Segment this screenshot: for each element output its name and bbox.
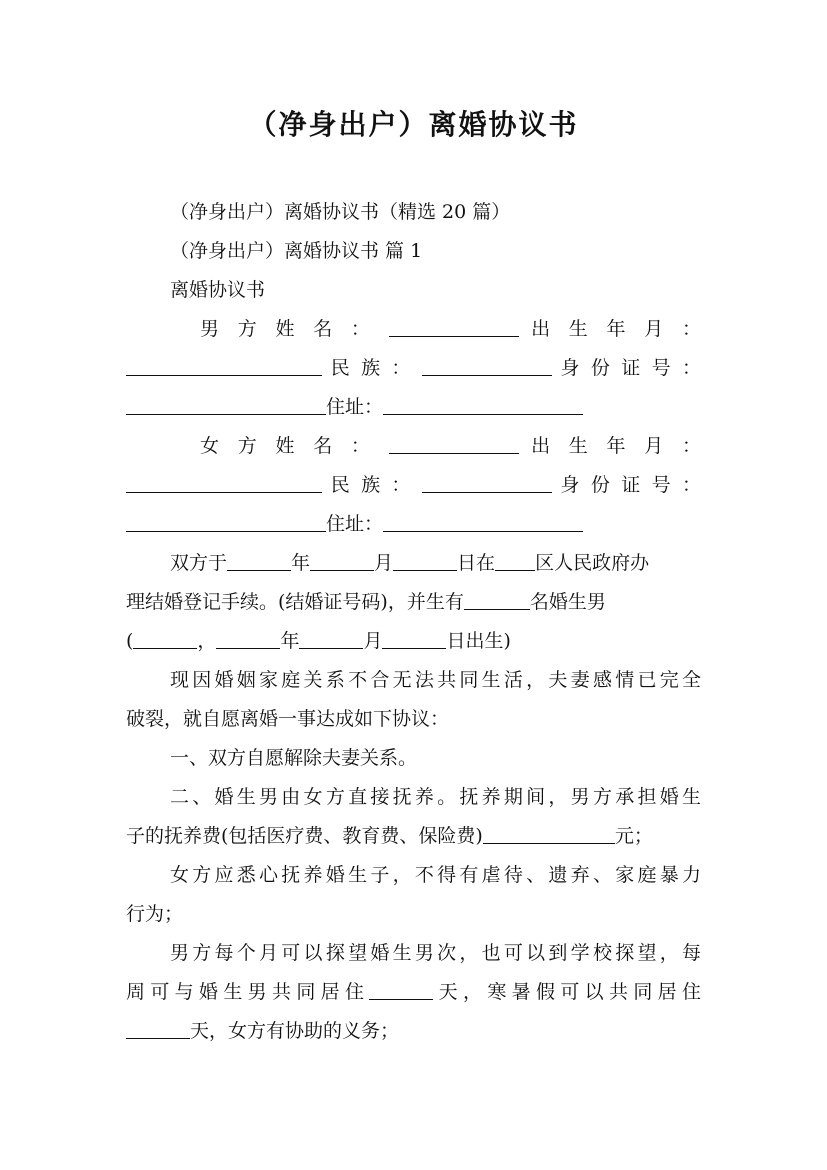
- agreement-item-2-line: 二、婚生男由女方直接抚养。抚养期间，男方承担婚生: [170, 786, 701, 808]
- text-segment: 理结婚登记手续。(结婚证号码)，并生有: [126, 591, 464, 613]
- male-name-label: 男 方 姓 名 ：: [200, 318, 377, 340]
- male-birth-label: 出 生 年 月 ：: [531, 318, 701, 340]
- text-segment: 月: [374, 552, 394, 574]
- female-address-blank: [383, 513, 583, 532]
- subtitle-part: （净身出户）离婚协议书 篇 1: [170, 240, 423, 262]
- text-segment: 年: [291, 552, 311, 574]
- marriage-registration-line: [126, 590, 701, 614]
- blank: [227, 552, 291, 571]
- male-address-line: [126, 395, 701, 419]
- female-ethnicity-label: 民 族 ：: [330, 474, 414, 496]
- text-segment: 天，女方有协助的义务；: [190, 1020, 400, 1042]
- female-ethnicity-blank: [422, 474, 552, 493]
- female-name-line: [200, 434, 701, 458]
- paragraph-line: 女方应悉心抚养婚生子，不得有虐待、遗弃、家庭暴力: [170, 864, 701, 886]
- male-ethnicity-line: [126, 356, 701, 380]
- text-segment: ，: [197, 630, 217, 652]
- text-segment: 区人民政府办: [535, 552, 650, 574]
- female-birth-label: 出 生 年 月 ：: [531, 435, 701, 457]
- text-segment: 双方于: [170, 552, 228, 574]
- text-segment: 日出生): [446, 630, 511, 652]
- agreement-item-1: 一、双方自愿解除夫妻关系。: [170, 747, 418, 769]
- female-id-blank: [126, 513, 326, 532]
- paragraph-line: 行为；: [126, 903, 184, 925]
- blank: [495, 552, 535, 571]
- section-heading: 离婚协议书: [170, 279, 266, 301]
- subtitle-collection: （净身出户）离婚协议书（精选 20 篇）: [170, 201, 511, 223]
- male-address-blank: [383, 396, 583, 415]
- male-address-label: 住址：: [326, 396, 384, 418]
- male-ethnicity-blank: [422, 357, 552, 376]
- male-name-blank: [389, 318, 519, 337]
- female-name-blank: [389, 435, 519, 454]
- blank: [310, 552, 374, 571]
- female-birth-blank: [126, 474, 322, 493]
- male-birth-blank: [126, 357, 322, 376]
- blank: [369, 981, 433, 1000]
- female-address-label: 住址：: [326, 513, 384, 535]
- male-name-line: [200, 317, 701, 341]
- agreement-item-2-line: [126, 824, 701, 848]
- female-address-line: [126, 512, 701, 536]
- text-segment: 年: [280, 630, 300, 652]
- paragraph-line: 破裂，就自愿离婚一事达成如下协议：: [126, 708, 450, 730]
- blank: [464, 591, 530, 610]
- blank: [299, 630, 363, 649]
- text-segment: (: [126, 630, 134, 652]
- text-segment: 元；: [614, 825, 653, 847]
- text-segment: 周可与婚生男共同居住: [126, 981, 370, 1003]
- male-id-blank: [126, 396, 326, 415]
- male-id-label: 身 份 证 号 ：: [560, 357, 701, 379]
- marriage-date-line: [170, 551, 701, 575]
- paragraph-line: [126, 1019, 701, 1043]
- blank: [126, 1020, 190, 1039]
- text-segment: 子的抚养费(包括医疗费、教育费、保险费): [126, 825, 483, 847]
- blank: [483, 825, 615, 844]
- text-segment: 月: [363, 630, 383, 652]
- text-segment: 日在: [457, 552, 496, 574]
- paragraph-line: [126, 980, 701, 1004]
- text-segment: 名婚生男: [529, 591, 606, 613]
- female-name-label: 女 方 姓 名 ：: [200, 435, 377, 457]
- blank: [216, 630, 280, 649]
- female-id-label: 身 份 证 号 ：: [560, 474, 701, 496]
- text-segment: 天，寒暑假可以共同居住: [433, 981, 701, 1003]
- female-ethnicity-line: [126, 473, 701, 497]
- male-ethnicity-label: 民 族 ：: [330, 357, 414, 379]
- document-title: （净身出户）离婚协议书: [248, 108, 579, 141]
- child-birth-line: [126, 629, 701, 653]
- blank: [382, 630, 446, 649]
- paragraph-line: 男方每个月可以探望婚生男次，也可以到学校探望，每: [170, 942, 701, 964]
- blank: [133, 630, 197, 649]
- paragraph-line: 现因婚姻家庭关系不合无法共同生活，夫妻感情已完全: [170, 669, 701, 691]
- blank: [393, 552, 457, 571]
